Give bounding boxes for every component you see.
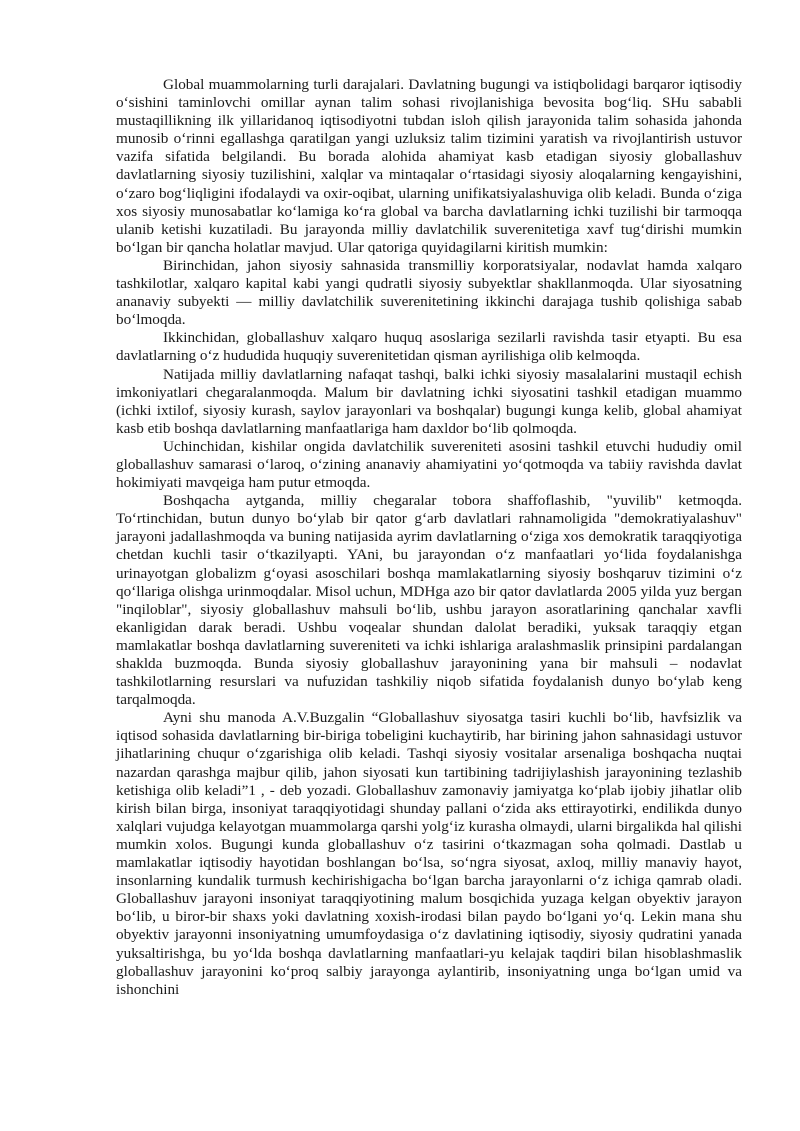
paragraph-buzgalin-quote: Ayni shu manoda A.V.Buzgalin “Globallashuv siyosatga tasiri kuchli bo‘lib, havfsizlik va iqtisod sohasida davlatlarning bir-biriga tobeligini kuchaytirib, har birining jahon sahnasidagi ustuvor jihatlarining chuqur o‘zgarishiga olib keladi. Tashqi siyosiy vositalar arsenaliga boshqacha nuqtai nazardan qarashga majbur qilib, jahon siyosati kun tartibining tadrijiylashish jarayonining tezlashib ketishiga olib keladi”1 , - deb yozadi. Globallashuv zamonaviy jamiyatga ko‘plab ijobiy jihatlar olib kirish bilan birga, insoniyat taraqqiyotidagi shunday pallani o‘zida aks ettirayotirki, endilikda dunyo xalqlari vujudga kelayotgan muammolarga qarshi yolg‘iz kurasha olmaydi, ularni birgalikda hal qilishi mumkin xolos. Bugungi kunda globallashuv o‘z tasirini o‘tkazmagan soha qolmadi. Dastlab u mamlakatlar iqtisodiy hayotidan boshlangan bo‘lsa, so‘ngra siyosat, axloq, milliy manaviy hayot, insonlarning kundalik turmush kechirishigacha bo‘lgan barcha jarayonlarni o‘z ichiga qamrab oladi. Globallashuv jarayoni insoniyat taraqqiyotining malum bosqichida yuzaga kelgan obyektiv jarayon bo‘lib, u biror-bir shaxs yoki davlatning xoxish-irodasi bilan paydo bo‘lgani yo‘q. Lekin mana shu obyektiv jarayonni insoniyatning umumfoydasiga o‘z davlatining iqtisodiy, siyosiy qudratini yanada yuksaltirishga, bu yo‘lda boshqa davlatlarning manfaatlari-yu kelajak taqdiri bilan hisoblashmaslik globallashuv jarayonini ko‘proq salbiy jarayonga aylantirib, insoniyatning unga bo‘lgan umid va ishonchini bbox=[116, 709, 742, 998]
paragraph-fourth: Boshqacha aytganda, milliy chegaralar tobora shaffoflashib, "yuvilib" ketmoqda. To‘rtinchidan, butun dunyo bo‘ylab bir qator g‘arb davlatlari rahnamoligida "demokratiyalashuv" jarayoni jadallashmoqda va buning natijasida ayrim davlatlarning o‘ziga xos demokratik taraqqiyotiga chetdan kuchli tasir o‘tkazilyapti. YAni, bu jarayondan o‘z manfaatlari yo‘lida foydalanishga urinayotgan globalizm g‘oyasi asoschilari boshqa mamlakatlarning siyosiy boshqaruv tizimini o‘z qo‘llariga olishga urinmoqdalar. Misol uchun, MDHga azo bir qator davlatlarda 2005 yilda yuz bergan "inqiloblar", siyosiy globallashuv mahsuli bo‘lib, ushbu jarayon asoratlarining qanchalar xavfli ekanligidan darak beradi. Ushbu voqealar shundan dalolat beradiki, yuksak taraqqiy etgan mamlakatlar boshqa davlatlarning suvereniteti va ichki ishlariga aralashmaslik prinsipini pardalangan shaklda buzmoqda. Bunda siyosiy globallashuv jarayonining yana bir mahsuli – nodavlat tashkilotlarning resurslari va nufuzidan tashkiliy niqob sifatida foydalanish dunyo bo‘ylab keng tarqalmoqda. bbox=[116, 492, 742, 709]
paragraph-third: Uchinchidan, kishilar ongida davlatchilik suvereniteti asosini tashkil etuvchi hududiy omil globallashuv samarasi o‘laroq, o‘zining ananaviy ahamiyatini yo‘qotmoqda va tabiiy ravishda davlat hokimiyati mavqeiga ham putur etmoqda. bbox=[116, 437, 742, 492]
paragraph-first: Birinchidan, jahon siyosiy sahnasida transmilliy korporatsiyalar, nodavlat hamda xalqaro tashkilotlar, xalqaro kapital kabi yangi qudratli siyosiy subyektlar shakllanmoqda. Ular siyosatning ananaviy subyekti — milliy davlatchilik suverenitetining ikkinchi darajaga tushib qolishiga sabab bo‘lmoqda. bbox=[116, 256, 742, 329]
paragraph-second: Ikkinchidan, globallashuv xalqaro huquq asoslariga sezilarli ravishda tasir etyapti. Bu esa davlatlarning o‘z hududida huquqiy suverenitetidan qisman ayrilishiga olib kelmoqda. bbox=[116, 329, 742, 365]
paragraph-global-problems: Global muammolarning turli darajalari. Davlatning bugungi va istiqbolidagi barqaror iqtisodiy o‘sishini taminlovchi omillar aynan talim sohasi rivojlanishiga bevosita bog‘liq. SHu sababli mustaqillikning ilk yillaridanoq iqtisodiyotni tubdan isloh qilish jarayonida talim sohasida jahonda munosib o‘rinni egallashga qaratilgan yangi uzluksiz talim tizimini yaratish va rivojlantirish ustuvor vazifa sifatida belgilandi. Bu borada alohida ahamiyat kasb etadigan siyosiy globallashuv davlatlarning siyosiy tuzilishini, xalqlar va mintaqalar o‘rtasidagi siyosiy aloqalarning kengayishini, o‘zaro bog‘liqligini ifodalaydi va oxir-oqibat, ularning unifikatsiyalashuviga olib keladi. Bunda o‘ziga xos siyosiy munosabatlar ko‘lamiga ko‘ra global va barcha davlatlarning ichki tuzilishi bir tarmoqqa ulanib ketishi kuzatiladi. Bu jarayonda milliy davlatchilik suverenitetiga xavf tug‘dirishi mumkin bo‘lgan bir qancha holatlar mavjud. Ular qatoriga quyidagilarni kiritish mumkin: bbox=[116, 76, 742, 256]
paragraph-result: Natijada milliy davlatlarning nafaqat tashqi, balki ichki siyosiy masalalarini mustaqil echish imkoniyatlari chegaralanmoqda. Malum bir davlatning ichki siyosatini tashkil etadigan muammo (ichki ixtilof, siyosiy kurash, saylov jarayonlari va boshqalar) bugungi kunga kelib, global ahamiyat kasb etib boshqa davlatlarning manfaatlariga ham daxldor bo‘lib qolmoqda. bbox=[116, 365, 742, 437]
document-page bbox=[116, 76, 742, 999]
